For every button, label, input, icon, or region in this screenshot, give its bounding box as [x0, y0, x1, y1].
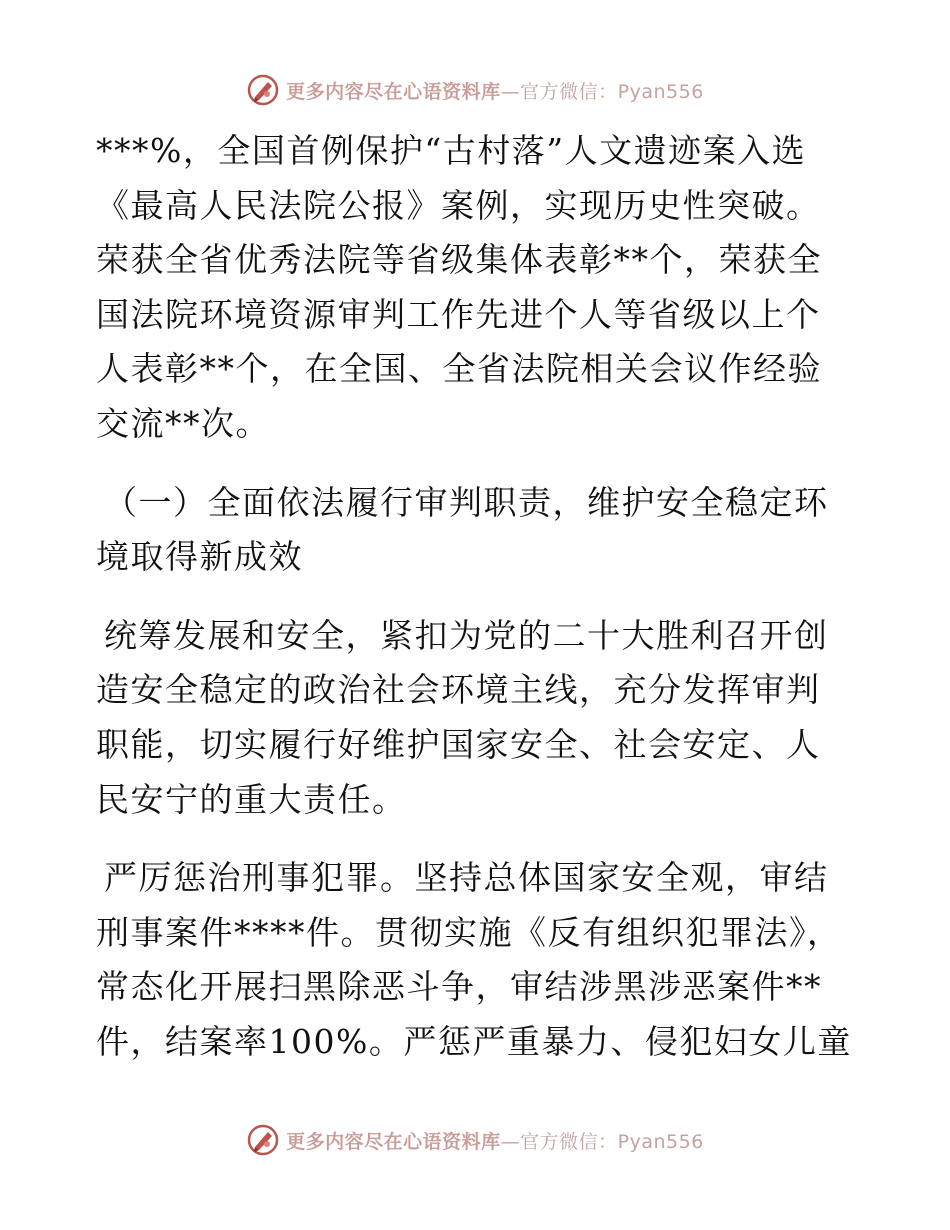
paragraph-criminal: 严厉惩治刑事犯罪。坚持总体国家安全观，审结刑事案件****件。贯彻实施《反有组织犯罪法》，常态化开展扫黑除恶斗争，审结涉黑涉恶案件**件，结案率100%。严惩严重暴力、侵犯妇女儿童	[96, 858, 852, 1061]
watermark-library: 更多内容尽在心语资料库	[286, 80, 501, 103]
watermark-text	[286, 1127, 704, 1154]
watermark-text	[286, 77, 704, 104]
footer-watermark	[0, 1120, 950, 1160]
watermark-library: 更多内容尽在心语资料库	[286, 1130, 501, 1153]
paragraph-overview: 统筹发展和安全，紧扣为党的二十大胜利召开创造安全稳定的政治社会环境主线，充分发挥审判职能，切实履行好维护国家安全、社会安定、人民安宁的重大责任。	[96, 615, 829, 819]
section-heading: （一）全面依法履行审判职责，维护安全稳定环境取得新成效	[96, 482, 829, 577]
watermark-dash: —	[500, 1130, 521, 1153]
header-watermark	[0, 70, 950, 110]
stamp-logo-icon	[246, 73, 280, 107]
watermark-wechat: 官方微信：Pyan556	[520, 1130, 704, 1153]
document-body	[96, 124, 854, 1094]
watermark-dash: —	[500, 80, 521, 103]
paragraph-summary: ***%，全国首例保护“古村落”人文遗迹案入选《最高人民法院公报》案例，实现历史性突破。荣获全省优秀法院等省级集体表彰**个，荣获全国法院环境资源审判工作先进个人等省级以上个人表彰**个，在全国、全省法院相关会议作经验交流**次。	[96, 131, 822, 443]
stamp-logo-icon	[246, 1123, 280, 1157]
watermark-wechat: 官方微信：Pyan556	[520, 80, 704, 103]
